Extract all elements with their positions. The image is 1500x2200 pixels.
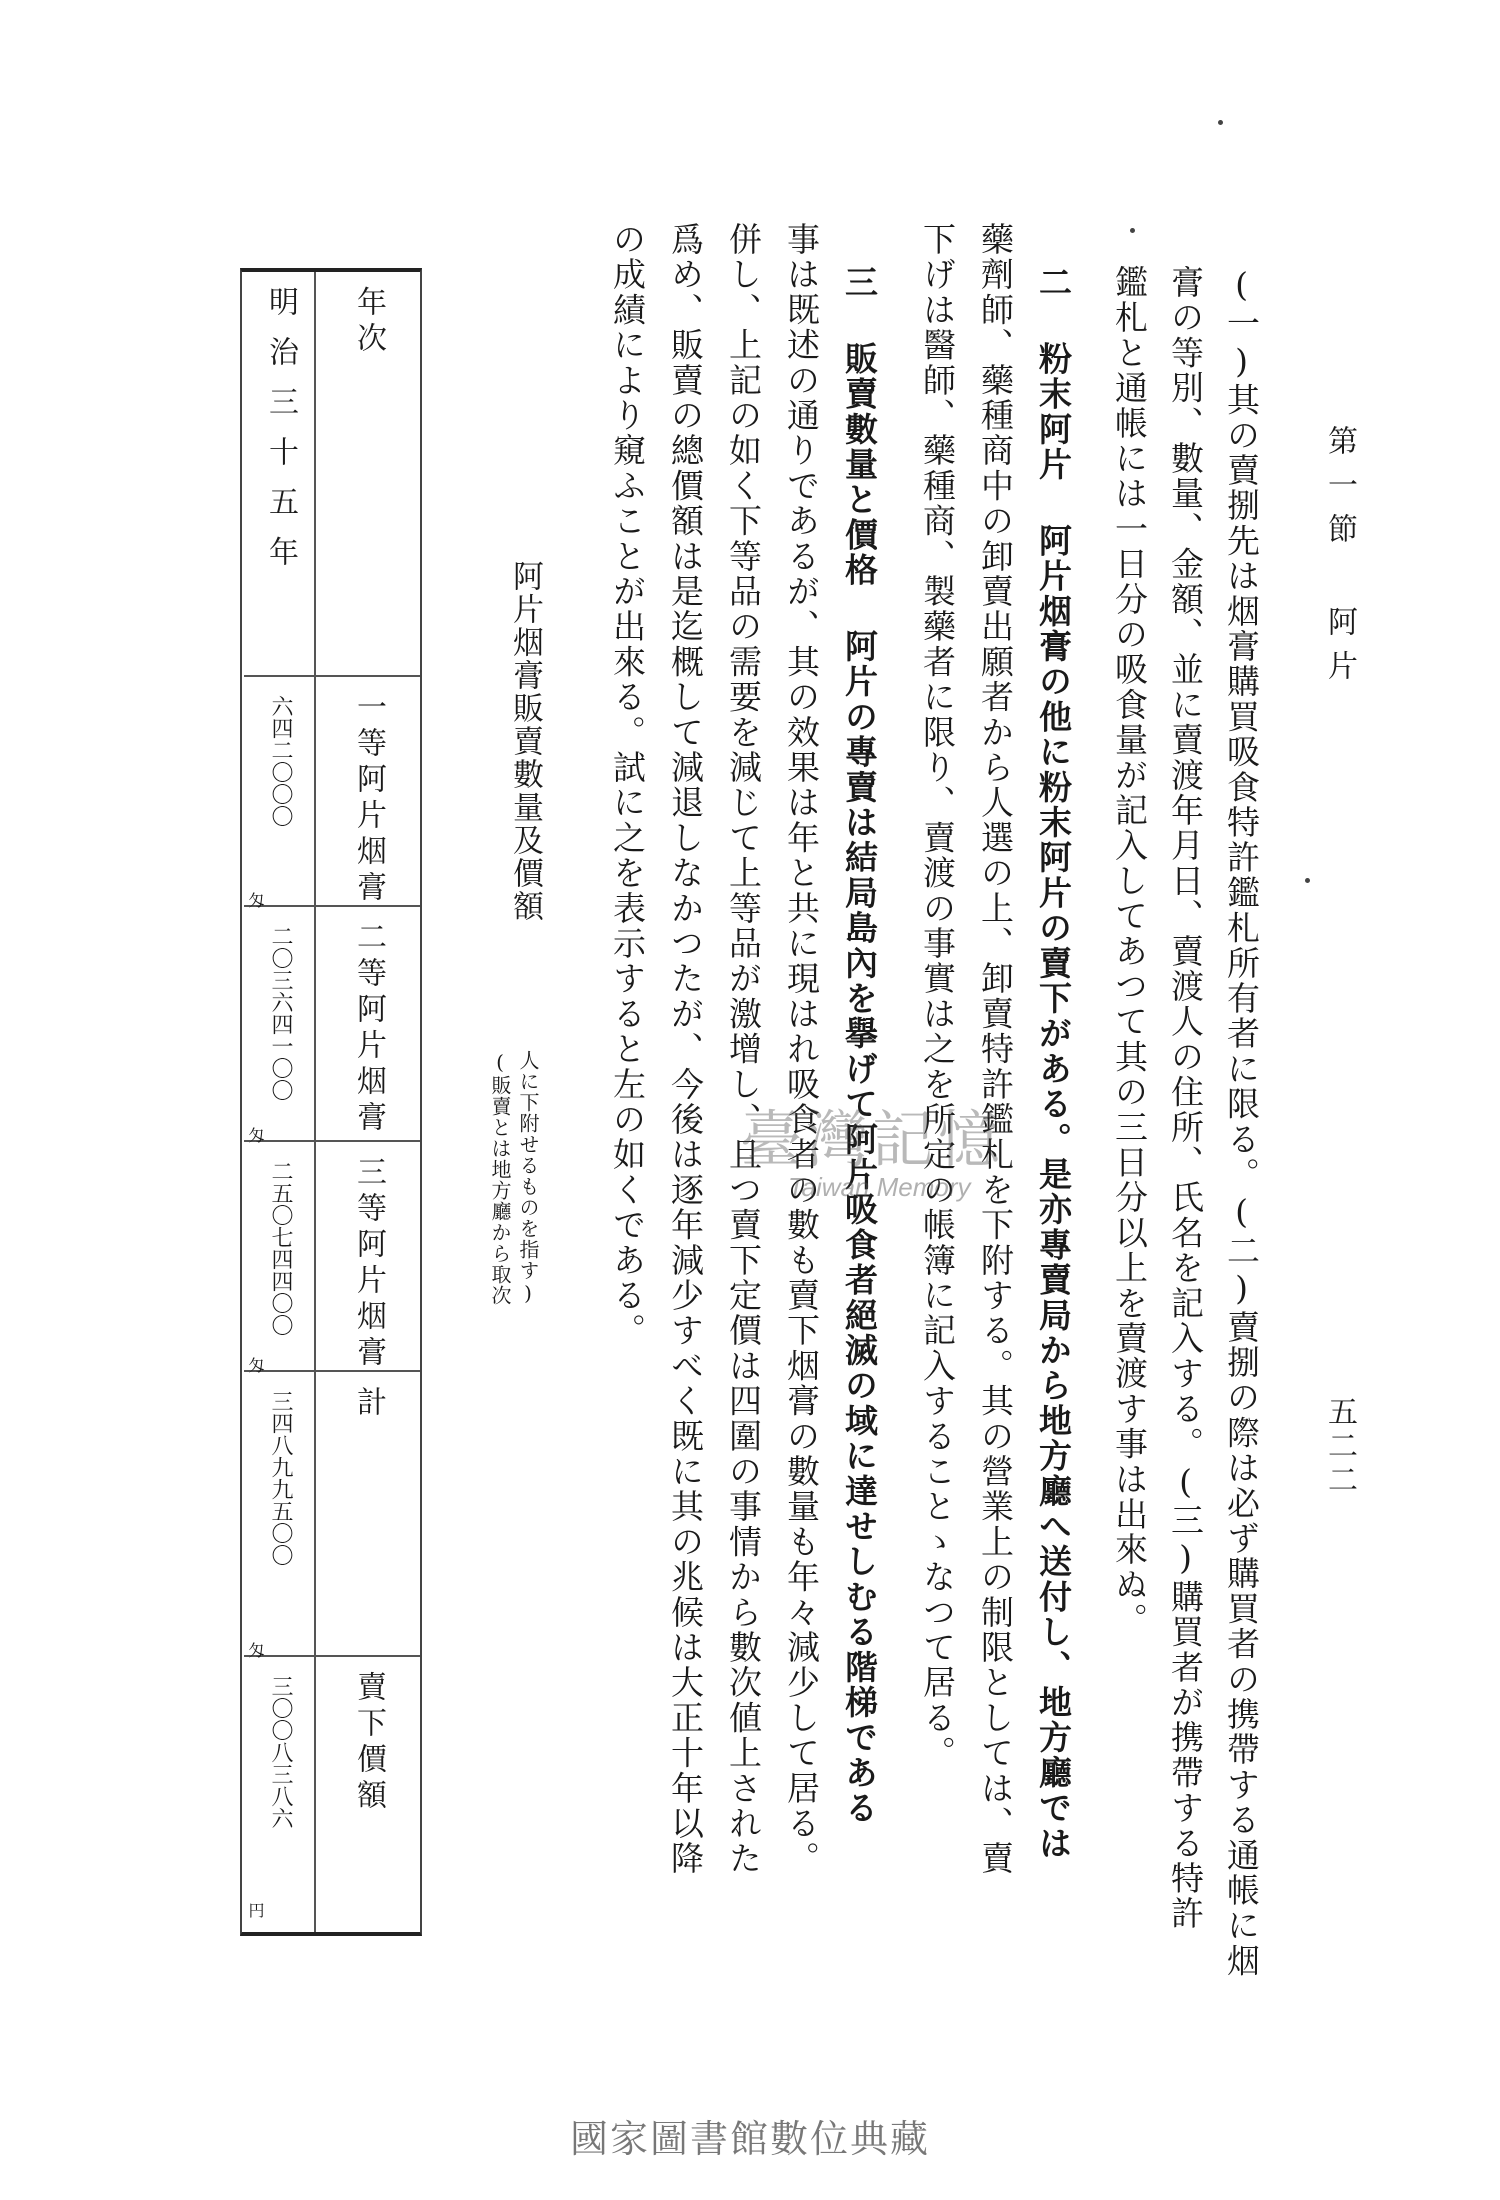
- header-cell: 計: [316, 1372, 420, 1657]
- footer-credit: 國家圖書館數位典藏: [569, 2117, 930, 2161]
- table-caption-note: 人に下附せるものを指す): [516, 1050, 540, 1306]
- header-column: [314, 272, 420, 1932]
- paragraph-line: 藥劑師、藥種商中の卸賣出願者から人選の上、卸賣特許鑑札を下附する。其の營業上の制限としては、賣: [976, 222, 1015, 1877]
- paragraph-line: 三 販賣數量と價格 阿片の專賣は結局島內を擧げて阿片吸食者絕滅の域に達せしむる階梯である: [840, 265, 879, 1826]
- value-cell: 六四二〇〇〇: [244, 677, 316, 907]
- unit-label: 匁: [246, 892, 265, 908]
- table-caption-note: (販賣とは地方廳から取次: [488, 1050, 512, 1306]
- value-cell: 二五〇七四四〇〇: [244, 1142, 316, 1372]
- paragraph-line: 二 粉末阿片 阿片烟膏の他に粉末阿片の賣下がある。是亦專賣局から地方廳へ送付し、地方廳では: [1034, 265, 1073, 1861]
- paragraph-line: 事は既述の通りであるが、其の效果は年と共に現はれ吸食者の數も賣下烟膏の數量も年々減少して居る。: [782, 222, 821, 1877]
- header-cell: 賣下價額: [351, 1671, 386, 1815]
- header-cell: 二等阿片烟膏: [316, 907, 420, 1142]
- speck: [1305, 878, 1310, 883]
- table-caption: 阿片烟膏販賣數量及價額: [507, 560, 543, 923]
- unit-label: 匁: [246, 1642, 265, 1658]
- paragraph-line: 膏の等別、數量、金額、並に賣渡年月日、賣渡人の住所、氏名を記入する。(三)購買者が携帶する特許: [1166, 265, 1205, 1932]
- page-number: 五二二: [1322, 1396, 1357, 1498]
- unit-label: 円: [246, 1902, 265, 1918]
- section-header: 第一節 阿片: [1322, 425, 1357, 694]
- value-cell: 三〇〇八三八六: [268, 1675, 293, 1829]
- header-cell: 一等阿片烟膏: [316, 677, 420, 907]
- paragraph-line: 下げは醫師、藥種商、製藥者に限り、賣渡の事實は之を所定の帳簿に記入することゝなつて居る。: [918, 222, 957, 1771]
- table-row: [244, 272, 316, 1932]
- paragraph-line: 爲め、販賣の總價額は是迄概して減退しなかつたが、今後は逐年減少すべく既に其の兆候は大正十年以降: [666, 222, 705, 1877]
- unit-label: 匁: [246, 1127, 265, 1143]
- paragraph-line: (一)其の賣捌先は烟膏購買吸食特許鑑札所有者に限る。(二)賣捌の際は必ず購買者の携帶する通帳に烟: [1222, 265, 1261, 1979]
- header-cell: 三等阿片烟膏: [316, 1142, 420, 1372]
- header-cell: 年次: [316, 272, 420, 677]
- paragraph-line: 鑑札と通帳には一日分の吸食量が記入してあつて其の三日分以上を賣渡す事は出來ぬ。: [1110, 265, 1149, 1638]
- sales-table: [240, 268, 422, 1936]
- speck: [1218, 120, 1223, 125]
- speck: [1130, 228, 1135, 233]
- value-cell: 二〇三六四一〇〇: [244, 907, 316, 1142]
- paragraph-line: の成績により窺ふことが出來る。試に之を表示すると左の如くである。: [608, 222, 647, 1349]
- watermark-logo: 臺灣記憶: [740, 1103, 1005, 1176]
- value-cell: 三四八九九五〇〇: [244, 1372, 316, 1657]
- watermark-subtitle: Taiwan Memory: [788, 1172, 971, 1202]
- year-cell: 明治三十五年: [244, 272, 316, 677]
- unit-label: 匁: [246, 1357, 265, 1373]
- paragraph-line: 併し、上記の如く下等品の需要を減じて上等品が激增し、且つ賣下定價は四圍の事情から數次値上された: [724, 222, 763, 1877]
